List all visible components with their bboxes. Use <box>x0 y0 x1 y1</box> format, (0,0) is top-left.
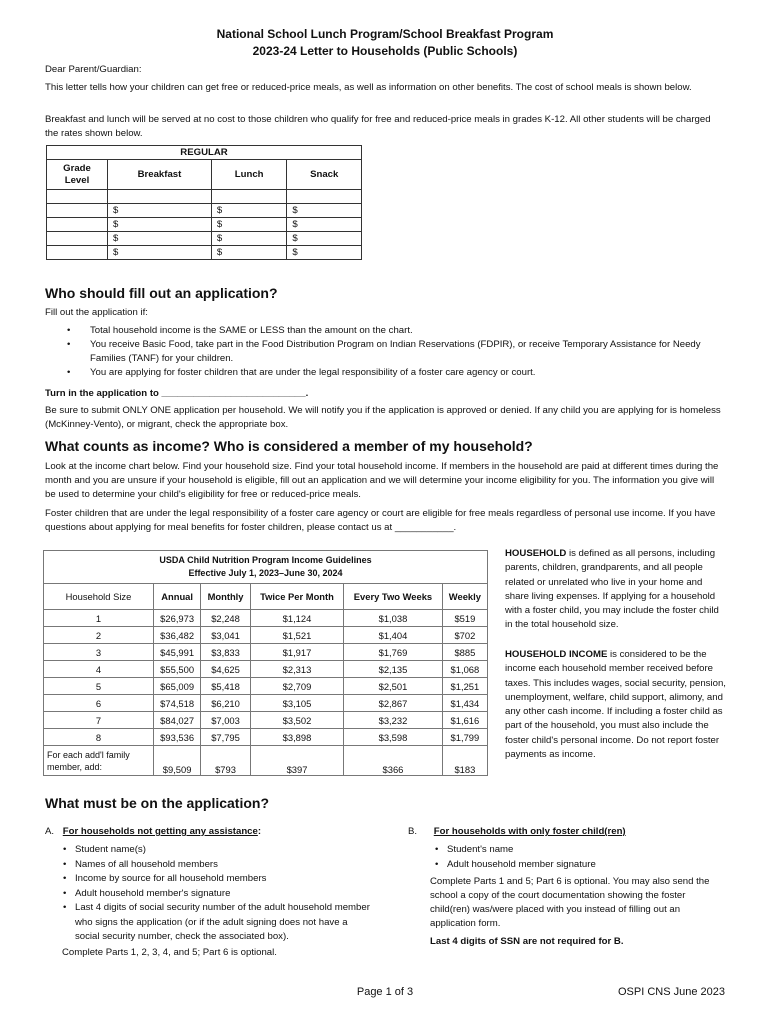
household-income-term: HOUSEHOLD INCOME <box>505 649 608 660</box>
table-cell: 7 <box>44 712 154 729</box>
submit-note: Be sure to submit ONLY ONE application per household. We will notify you if the application is approved or denied. If any child you are applying for is homeless (McKinney-Vento), or migrant, check the appropriate box. <box>45 405 721 430</box>
table-cell: $3,232 <box>344 712 443 729</box>
table-cell: $1,616 <box>442 712 487 729</box>
table-cell: 4 <box>44 661 154 678</box>
list-item: • Last 4 digits of social security number of the adult household member who signs the application (or if the adult signing does not have a social security number, check the associated box). <box>50 901 370 945</box>
table-row <box>47 218 362 232</box>
table-row <box>44 678 488 695</box>
page-number: Page 1 of 3 <box>356 986 414 998</box>
requirement-a-list <box>50 843 370 945</box>
requirement-a-note: Complete Parts 1, 2, 3, 4, and 5; Part 6 is optional. <box>62 947 277 958</box>
income-table-title-line-2: Effective July 1, 2023–June 30, 2024 <box>188 568 343 578</box>
table-cell: $26,973 <box>154 610 201 627</box>
income-paragraph-1: Look at the income chart below. Find your household size. Find your total household income. If members in the household are paid at different times during the month and you are unsure if your household is eligible, fill out an application and we will determine your income eligibility for you. The information you give will be used to determine your child's eligibility for free or reduced-price meals. <box>45 461 719 500</box>
requirement-a-title: A. For households not getting any assistance: <box>45 826 262 837</box>
header-weekly: Weekly <box>442 584 487 610</box>
household-term: HOUSEHOLD <box>505 548 567 559</box>
eligibility-list <box>45 324 725 380</box>
table-cell: 3 <box>44 644 154 661</box>
list-item: • You are applying for foster children that are under the legal responsibility of a foster care agency or court. <box>45 366 725 380</box>
table-cell: $397 <box>250 746 343 776</box>
table-cell: $1,917 <box>250 644 343 661</box>
requirement-b-title <box>408 825 738 839</box>
table-row <box>44 661 488 678</box>
table-cell: $9,509 <box>154 746 201 776</box>
header-monthly: Monthly <box>201 584 251 610</box>
table-cell: $7,003 <box>201 712 251 729</box>
turn-in-line: Turn in the application to ___________________________. <box>45 388 309 399</box>
header-grade-level: Grade Level <box>47 160 108 190</box>
table-cell <box>47 246 108 260</box>
table-cell: 2 <box>44 627 154 644</box>
list-item: • Income by source for all household members <box>50 872 370 887</box>
table-cell: $1,124 <box>250 610 343 627</box>
section1-lead: Fill out the application if: <box>45 307 148 318</box>
table-cell: $519 <box>442 610 487 627</box>
list-item: • Adult household member signature <box>422 858 722 873</box>
table-cell: $5,418 <box>201 678 251 695</box>
table-row <box>44 644 488 661</box>
income-table-title <box>44 551 488 584</box>
regular-price-table <box>46 145 362 260</box>
list-item: • Adult household member's signature <box>50 887 370 902</box>
table-cell: $55,500 <box>154 661 201 678</box>
intro-paragraph-2: Breakfast and lunch will be served at no cost to those children who qualify for free and reduced-price meals in grades K-12. All other students will be charged the rates shown below. <box>45 114 711 139</box>
header-household-size: Household Size <box>44 584 154 610</box>
table-cell <box>47 232 108 246</box>
table-cell: $74,518 <box>154 695 201 712</box>
table-cell: $1,038 <box>344 610 443 627</box>
household-income-definition-text: is considered to be the income each household member received before taxes. This includes wages, social security, pension, unemployment, welfare, child support, alimony, and any other cash income. If including a foster child as part of the household, you must also include the foster child's personal income. Do not report foster payments as income. <box>505 649 726 761</box>
table-cell: 6 <box>44 695 154 712</box>
table-cell: $36,482 <box>154 627 201 644</box>
table-cell <box>287 190 362 204</box>
requirement-b-list <box>422 843 722 872</box>
table-cell: $45,991 <box>154 644 201 661</box>
table-cell: $885 <box>442 644 487 661</box>
table-cell: $ <box>108 204 212 218</box>
table-cell: $ <box>211 246 287 260</box>
table-cell: $1,068 <box>442 661 487 678</box>
section-heading-income: What counts as income? Who is considered a member of my household? <box>45 438 533 454</box>
table-cell: $ <box>287 232 362 246</box>
table-cell: $ <box>287 218 362 232</box>
requirement-b-heading: For households with only foster child(ren) <box>433 826 626 837</box>
table-cell: $1,404 <box>344 627 443 644</box>
table-cell: $183 <box>442 746 487 776</box>
household-definition <box>505 547 727 633</box>
table-cell: $2,709 <box>250 678 343 695</box>
table-cell: $ <box>211 218 287 232</box>
title-line-2: 2023-24 Letter to Households (Public Schools) <box>252 44 518 58</box>
table-cell: $366 <box>344 746 443 776</box>
table-cell <box>47 190 108 204</box>
table-cell: 8 <box>44 729 154 746</box>
requirement-b-ssn-note: Last 4 digits of SSN are not required for B. <box>430 936 624 947</box>
table-cell: $3,105 <box>250 695 343 712</box>
table-cell: $1,434 <box>442 695 487 712</box>
household-income-definition <box>505 648 727 762</box>
income-paragraph-2: Foster children that are under the legal responsibility of a foster care agency or court are eligible for free meals regardless of personal use income. If you have questions about applying for meal benefits for foster children, please contact us at ___________. <box>45 508 716 533</box>
table-cell: $7,795 <box>201 729 251 746</box>
table-cell <box>108 190 212 204</box>
list-item: • Names of all household members <box>50 858 370 873</box>
table-cell: $ <box>211 232 287 246</box>
table-row <box>44 627 488 644</box>
table-cell: $3,502 <box>250 712 343 729</box>
table-cell: $ <box>108 246 212 260</box>
requirement-a-marker: A. <box>45 826 55 837</box>
requirement-b-note: Complete Parts 1 and 5; Part 6 is optional. You may also send the school a copy of the court documentation showing the foster child(ren) was/were placed with you instead of filling out an application form. <box>430 876 710 929</box>
table-cell: $ <box>108 218 212 232</box>
household-definition-text: is defined as all persons, including parents, children, grandparents, and all people related or unrelated who live in your home and share living expenses. If applying for a household with a foster child, you may include the foster child in the total household size. <box>505 548 719 631</box>
table-cell: $ <box>108 232 212 246</box>
title-line-1: National School Lunch Program/School Breakfast Program <box>216 27 554 41</box>
requirement-b-marker: B. <box>408 826 418 837</box>
footer-org: OSPI CNS June 2023 <box>617 986 725 998</box>
page-title <box>0 26 770 60</box>
table-cell: 5 <box>44 678 154 695</box>
section-heading-application-requirements: What must be on the application? <box>45 795 269 811</box>
income-table-title-line-1: USDA Child Nutrition Program Income Guidelines <box>159 555 372 565</box>
requirement-a-heading: For households not getting any assistance <box>62 826 258 837</box>
intro-paragraph-1: This letter tells how your children can get free or reduced-price meals, as well as information on other benefits. The cost of school meals is shown below. <box>45 82 692 93</box>
table-cell: $93,536 <box>154 729 201 746</box>
table-row <box>47 232 362 246</box>
table-cell: $1,521 <box>250 627 343 644</box>
list-item: • Student name(s) <box>50 843 370 858</box>
table-cell <box>47 218 108 232</box>
table-cell: $2,135 <box>344 661 443 678</box>
table-row <box>47 204 362 218</box>
table-cell: $3,833 <box>201 644 251 661</box>
table-cell: $3,898 <box>250 729 343 746</box>
table-row <box>44 712 488 729</box>
table-cell: $ <box>287 204 362 218</box>
table-row <box>44 729 488 746</box>
table-cell: $4,625 <box>201 661 251 678</box>
table-cell: $2,867 <box>344 695 443 712</box>
header-every-two-weeks: Every Two Weeks <box>344 584 443 610</box>
table-cell: $ <box>287 246 362 260</box>
list-item: • Total household income is the SAME or LESS than the amount on the chart. <box>45 324 725 338</box>
table-row-additional-member <box>44 746 488 776</box>
table-cell: $2,313 <box>250 661 343 678</box>
table-cell: $2,501 <box>344 678 443 695</box>
table-row <box>47 246 362 260</box>
table-cell: $1,769 <box>344 644 443 661</box>
table-cell: $6,210 <box>201 695 251 712</box>
income-guidelines-table <box>43 550 488 776</box>
table-cell: $1,799 <box>442 729 487 746</box>
table-row <box>44 610 488 627</box>
table-cell: $84,027 <box>154 712 201 729</box>
table-cell: $793 <box>201 746 251 776</box>
header-snack: Snack <box>287 160 362 190</box>
table-cell: 1 <box>44 610 154 627</box>
header-annual: Annual <box>154 584 201 610</box>
table-cell: $65,009 <box>154 678 201 695</box>
header-breakfast: Breakfast <box>108 160 212 190</box>
table-cell <box>211 190 287 204</box>
table-cell <box>47 204 108 218</box>
table-row <box>47 190 362 204</box>
table-row <box>44 695 488 712</box>
table-cell: $2,248 <box>201 610 251 627</box>
table-cell: $3,041 <box>201 627 251 644</box>
table-cell: $3,598 <box>344 729 443 746</box>
header-lunch: Lunch <box>211 160 287 190</box>
header-twice-per-month: Twice Per Month <box>250 584 343 610</box>
list-item: • Student's name <box>422 843 722 858</box>
table-cell: $ <box>211 204 287 218</box>
section-heading-who-should-apply: Who should fill out an application? <box>45 285 278 301</box>
table-cell: For each add'l family member, add: <box>44 746 154 776</box>
table-cell: $702 <box>442 627 487 644</box>
list-item: • You receive Basic Food, take part in the Food Distribution Program on Indian Reservations (FDPIR), or receive Temporary Assistance for Needy Families (TANF) for your children. <box>45 338 725 366</box>
table-cell: $1,251 <box>442 678 487 695</box>
regular-table-caption: REGULAR <box>47 146 362 160</box>
salutation: Dear Parent/Guardian: <box>45 64 142 75</box>
